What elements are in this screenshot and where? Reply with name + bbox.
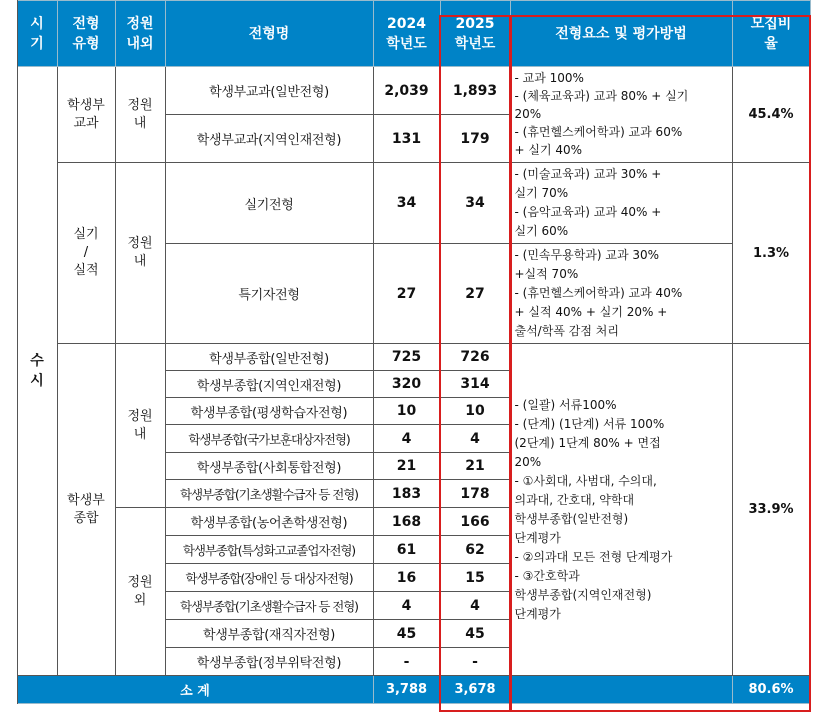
row-name: 학생부교과(일반전형) — [165, 67, 373, 115]
header-type: 전형 유형 — [57, 1, 115, 67]
row-name: 실기전형 — [165, 163, 373, 244]
row-name: 학생부종합(재직자전형) — [165, 620, 373, 648]
row-2024: - — [373, 648, 440, 676]
row-name: 특기자전형 — [165, 244, 373, 344]
method-line: - (체육교육과) 교과 80% + 실기 — [514, 89, 689, 103]
quota-in-2: 정원 내 — [115, 163, 165, 344]
row-2025: 179 — [440, 115, 510, 163]
method-jonghap — [510, 344, 732, 676]
row-2024: 45 — [373, 620, 440, 648]
total-label: 소 계 — [17, 676, 373, 704]
method-line: - (휴먼헬스케어학과) 교과 40% — [514, 286, 683, 300]
row-2025: 34 — [440, 163, 510, 244]
row-2024: 4 — [373, 592, 440, 620]
header-name: 전형명 — [165, 1, 373, 67]
method-line: +실적 70% — [514, 267, 579, 281]
header-period: 시 기 — [17, 1, 57, 67]
row-2024: 131 — [373, 115, 440, 163]
method-line: - ②의과대 모든 전형 단계평가 — [514, 549, 673, 564]
method-line: - (미술교육과) 교과 30% + — [514, 167, 662, 181]
row-name: 학생부종합(정부위탁전형) — [165, 648, 373, 676]
row-2025: 4 — [440, 425, 510, 453]
group-jonghap: 학생부 종합 — [57, 344, 115, 676]
quota-in-1: 정원 내 — [115, 67, 165, 163]
row-2024: 34 — [373, 163, 440, 244]
left-margin — [0, 67, 17, 676]
right-margin — [810, 67, 827, 676]
row-name: 학생부종합(기초생활수급자 등 전형) — [165, 592, 373, 620]
row-name: 학생부종합(지역인재전형) — [165, 371, 373, 398]
row-2025: 62 — [440, 536, 510, 564]
quota-out: 정원 외 — [115, 508, 165, 676]
ratio-gyogwa: 45.4% — [732, 67, 810, 163]
row-2025: 10 — [440, 398, 510, 425]
header-method: 전형요소 및 평가방법 — [510, 1, 732, 67]
method-line: 실기 60% — [514, 224, 569, 238]
method-line: - (음악교육과) 교과 40% + — [514, 205, 662, 219]
row-2025: 4 — [440, 592, 510, 620]
period-cell: 수 시 — [17, 67, 57, 676]
row-name: 학생부종합(특성화고교졸업자전형) — [165, 536, 373, 564]
header-quota: 정원 내외 — [115, 1, 165, 67]
row-2024: 4 — [373, 425, 440, 453]
quota-in-3: 정원 내 — [115, 344, 165, 508]
method-line: - (일괄) 서류100% — [514, 397, 617, 412]
method-line: - ①사회대, 사범대, 수의대, — [514, 473, 657, 488]
row-2024: 725 — [373, 344, 440, 371]
row-name: 학생부종합(국가보훈대상자전형) — [165, 425, 373, 453]
method-line: 단계평가 — [514, 606, 561, 621]
method-line: 단계평가 — [514, 530, 561, 545]
method-line: 20% — [514, 107, 542, 121]
header-left-margin — [0, 1, 17, 67]
row-2025: 166 — [440, 508, 510, 536]
group-silgi: 실기 / 실적 — [57, 163, 115, 344]
method-line: 의과대, 간호대, 약학대 — [514, 492, 635, 507]
total-2024: 3,788 — [373, 676, 440, 704]
row-2025: 178 — [440, 480, 510, 508]
header-right-margin — [810, 1, 827, 67]
method-line: + 실적 40% + 실기 20% + — [514, 305, 668, 319]
row-2024: 168 — [373, 508, 440, 536]
row-2024: 320 — [373, 371, 440, 398]
header-2024: 2024 학년도 — [373, 1, 440, 67]
total-2025: 3,678 — [440, 676, 510, 704]
method-silgi — [510, 163, 732, 244]
method-line: - (휴먼헬스케어학과) 교과 60% — [514, 125, 683, 139]
ratio-jonghap: 33.9% — [732, 344, 810, 676]
row-2025: - — [440, 648, 510, 676]
row-name: 학생부종합(평생학습자전형) — [165, 398, 373, 425]
row-2025: 45 — [440, 620, 510, 648]
row-2024: 10 — [373, 398, 440, 425]
method-teukgi — [510, 244, 732, 344]
ratio-silgi: 1.3% — [732, 163, 810, 344]
row-name: 학생부종합(농어촌학생전형) — [165, 508, 373, 536]
row-2024: 16 — [373, 564, 440, 592]
row-2025: 1,893 — [440, 67, 510, 115]
row-name: 학생부종합(일반전형) — [165, 344, 373, 371]
method-line: (2단계) 1단계 80% + 면접 — [514, 435, 661, 450]
method-line: - (단계) (1단계) 서류 100% — [514, 416, 665, 431]
row-name: 학생부종합(사회통합전형) — [165, 453, 373, 480]
row-2025: 314 — [440, 371, 510, 398]
row-2025: 27 — [440, 244, 510, 344]
row-2024: 27 — [373, 244, 440, 344]
method-line: - 교과 100% — [514, 71, 584, 85]
method-line: + 실기 40% — [514, 143, 583, 157]
method-line: 출석/학폭 감점 처리 — [514, 324, 619, 338]
row-2024: 2,039 — [373, 67, 440, 115]
row-2024: 183 — [373, 480, 440, 508]
method-line: 20% — [514, 454, 542, 469]
method-line: 학생부종합(일반전형) — [514, 511, 629, 526]
method-line: 실기 70% — [514, 186, 569, 200]
method-line: - ③간호학과 — [514, 568, 580, 583]
row-name: 학생부종합(장애인 등 대상자전형) — [165, 564, 373, 592]
method-gyogwa — [510, 67, 732, 163]
row-2025: 21 — [440, 453, 510, 480]
method-line: 학생부종합(지역인재전형) — [514, 587, 652, 602]
header-2025: 2025 학년도 — [440, 1, 510, 67]
header-ratio: 모집비 율 — [732, 1, 810, 67]
total-left-margin — [0, 676, 17, 704]
method-line: - (민속무용학과) 교과 30% — [514, 248, 660, 262]
total-right-margin — [810, 676, 827, 704]
total-method-empty — [510, 676, 732, 704]
row-2024: 21 — [373, 453, 440, 480]
row-2025: 726 — [440, 344, 510, 371]
total-ratio: 80.6% — [732, 676, 810, 704]
row-2025: 15 — [440, 564, 510, 592]
row-name: 학생부교과(지역인재전형) — [165, 115, 373, 163]
row-name: 학생부종합(기초생활수급자 등 전형) — [165, 480, 373, 508]
row-2024: 61 — [373, 536, 440, 564]
group-gyogwa: 학생부 교과 — [57, 67, 115, 163]
